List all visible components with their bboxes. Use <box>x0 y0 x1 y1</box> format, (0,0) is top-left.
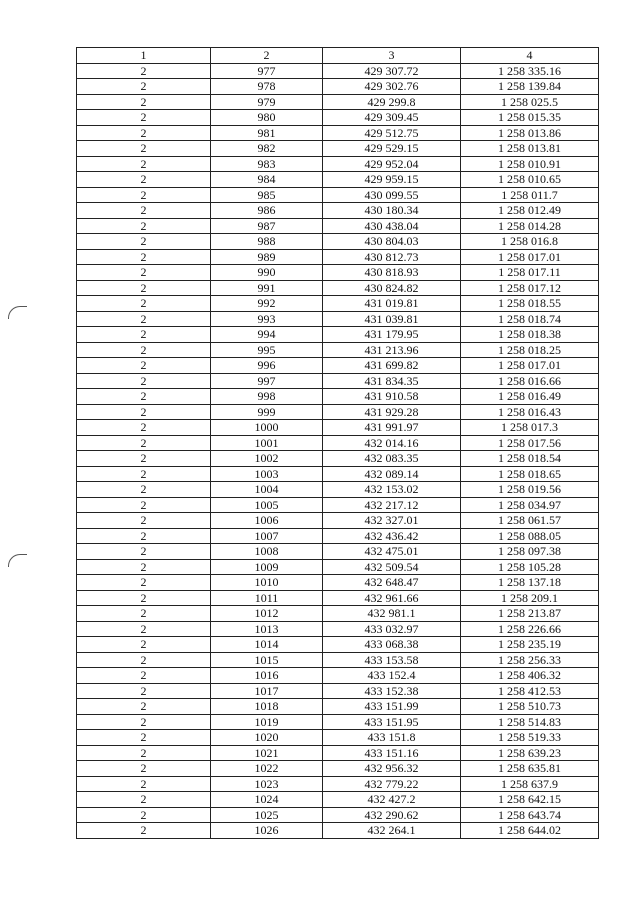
table-row <box>77 683 599 699</box>
table-cell: 1025 <box>211 807 323 823</box>
table-row <box>77 776 599 792</box>
table-cell: 2 <box>77 745 211 761</box>
table-cell: 1 258 642.15 <box>461 792 599 808</box>
table-cell: 2 <box>77 373 211 389</box>
table-row <box>77 389 599 405</box>
table-cell: 999 <box>211 404 323 420</box>
table-cell: 429 299.8 <box>323 94 461 110</box>
punch-hole-mark <box>8 554 27 567</box>
table-cell: 2 <box>77 203 211 219</box>
table-cell: 1 258 017.12 <box>461 280 599 296</box>
table-cell: 1 258 012.49 <box>461 203 599 219</box>
table-cell: 1010 <box>211 575 323 591</box>
table-cell: 998 <box>211 389 323 405</box>
table-cell: 2 <box>77 528 211 544</box>
table-cell: 1022 <box>211 761 323 777</box>
table-cell: 2 <box>77 482 211 498</box>
table-row <box>77 730 599 746</box>
table-cell: 1003 <box>211 466 323 482</box>
table-cell: 2 <box>77 466 211 482</box>
table-cell: 1 258 017.56 <box>461 435 599 451</box>
table-cell: 2 <box>77 420 211 436</box>
table-cell: 2 <box>77 296 211 312</box>
table-cell: 1 258 209.1 <box>461 590 599 606</box>
table-cell: 1 258 088.05 <box>461 528 599 544</box>
table-cell: 2 <box>77 559 211 575</box>
table-cell: 1008 <box>211 544 323 560</box>
table-cell: 1 258 016.8 <box>461 234 599 250</box>
table-cell: 987 <box>211 218 323 234</box>
table-cell: 1 258 519.33 <box>461 730 599 746</box>
table-cell: 1006 <box>211 513 323 529</box>
table-cell: 432 014.16 <box>323 435 461 451</box>
table-cell: 980 <box>211 110 323 126</box>
table-cell: 2 <box>77 389 211 405</box>
table-cell: 2 <box>77 497 211 513</box>
table-cell: 432 217.12 <box>323 497 461 513</box>
table-row <box>77 311 599 327</box>
table-cell: 1 258 412.53 <box>461 683 599 699</box>
table-row <box>77 265 599 281</box>
table-row <box>77 575 599 591</box>
coordinates-table <box>76 47 599 839</box>
table-cell: 978 <box>211 79 323 95</box>
table-cell: 432 327.01 <box>323 513 461 529</box>
table-cell: 433 151.8 <box>323 730 461 746</box>
table-cell: 2 <box>77 621 211 637</box>
table-cell: 433 151.99 <box>323 699 461 715</box>
table-cell: 432 648.47 <box>323 575 461 591</box>
table-cell: 2 <box>77 544 211 560</box>
table-cell: 433 151.95 <box>323 714 461 730</box>
table-row <box>77 358 599 374</box>
table-cell: 431 910.58 <box>323 389 461 405</box>
table-cell: 429 952.04 <box>323 156 461 172</box>
table-cell: 2 <box>77 187 211 203</box>
table-row <box>77 513 599 529</box>
table-cell: 981 <box>211 125 323 141</box>
table-cell: 2 <box>77 792 211 808</box>
table-cell: 1007 <box>211 528 323 544</box>
table-cell: 1 258 025.5 <box>461 94 599 110</box>
table-cell: 2 <box>77 699 211 715</box>
table-row <box>77 404 599 420</box>
table-cell: 2 <box>77 249 211 265</box>
table-cell: 977 <box>211 63 323 79</box>
table-cell: 1 258 137.18 <box>461 575 599 591</box>
table-cell: 988 <box>211 234 323 250</box>
table-cell: 2 <box>77 435 211 451</box>
table-row <box>77 714 599 730</box>
table-row <box>77 420 599 436</box>
table-cell: 433 153.58 <box>323 652 461 668</box>
table-row <box>77 528 599 544</box>
table-cell: 1 258 019.56 <box>461 482 599 498</box>
table-row <box>77 373 599 389</box>
table-cell: 989 <box>211 249 323 265</box>
table-cell: 2 <box>77 327 211 343</box>
table-cell: 1 258 034.97 <box>461 497 599 513</box>
table-cell: 1 258 018.65 <box>461 466 599 482</box>
table-cell: 429 959.15 <box>323 172 461 188</box>
table-cell: 1021 <box>211 745 323 761</box>
table-cell: 433 152.38 <box>323 683 461 699</box>
table-row <box>77 466 599 482</box>
table-cell: 1 258 256.33 <box>461 652 599 668</box>
table-cell: 1005 <box>211 497 323 513</box>
table-cell: 429 529.15 <box>323 141 461 157</box>
table-cell: 1 258 105.28 <box>461 559 599 575</box>
table-cell: 1 258 635.81 <box>461 761 599 777</box>
table-cell: 1 258 406.32 <box>461 668 599 684</box>
table-row <box>77 668 599 684</box>
table-cell: 431 929.28 <box>323 404 461 420</box>
table-cell: 1026 <box>211 823 323 839</box>
table-cell: 1 258 639.23 <box>461 745 599 761</box>
table-cell: 1 258 014.28 <box>461 218 599 234</box>
table-cell: 1004 <box>211 482 323 498</box>
table-cell: 1 258 013.81 <box>461 141 599 157</box>
table-cell: 1000 <box>211 420 323 436</box>
table-cell: 432 509.54 <box>323 559 461 575</box>
table-cell: 431 213.96 <box>323 342 461 358</box>
table-cell: 430 824.82 <box>323 280 461 296</box>
table-cell: 431 039.81 <box>323 311 461 327</box>
table-cell: 432 264.1 <box>323 823 461 839</box>
table-row <box>77 249 599 265</box>
table-row <box>77 559 599 575</box>
table-row <box>77 544 599 560</box>
table-cell: 1 258 510.73 <box>461 699 599 715</box>
table-row <box>77 823 599 839</box>
table-cell: 983 <box>211 156 323 172</box>
table-cell: 1 258 097.38 <box>461 544 599 560</box>
table-row <box>77 218 599 234</box>
table-row <box>77 94 599 110</box>
table-cell: 1 258 514.83 <box>461 714 599 730</box>
table-row <box>77 621 599 637</box>
table-cell: 1023 <box>211 776 323 792</box>
table-row <box>77 187 599 203</box>
header-cell: 1 <box>77 48 211 64</box>
table-cell: 1 258 018.25 <box>461 342 599 358</box>
table-body <box>77 63 599 838</box>
table-cell: 433 152.4 <box>323 668 461 684</box>
table-cell: 1 258 644.02 <box>461 823 599 839</box>
table-cell: 984 <box>211 172 323 188</box>
table-cell: 2 <box>77 714 211 730</box>
table-row <box>77 745 599 761</box>
table-cell: 1 258 010.65 <box>461 172 599 188</box>
table-cell: 1009 <box>211 559 323 575</box>
table-cell: 2 <box>77 761 211 777</box>
table-row <box>77 280 599 296</box>
table-cell: 2 <box>77 823 211 839</box>
table-cell: 429 309.45 <box>323 110 461 126</box>
table-cell: 432 089.14 <box>323 466 461 482</box>
table-cell: 433 068.38 <box>323 637 461 653</box>
table-cell: 1020 <box>211 730 323 746</box>
table-cell: 1015 <box>211 652 323 668</box>
table-row <box>77 699 599 715</box>
header-cell: 2 <box>211 48 323 64</box>
table-cell: 2 <box>77 110 211 126</box>
table-cell: 1 258 018.74 <box>461 311 599 327</box>
table-cell: 1 258 335.16 <box>461 63 599 79</box>
table-row <box>77 110 599 126</box>
table-cell: 1 258 018.55 <box>461 296 599 312</box>
table-row <box>77 141 599 157</box>
table-cell: 992 <box>211 296 323 312</box>
table-cell: 1 258 011.7 <box>461 187 599 203</box>
table-cell: 2 <box>77 280 211 296</box>
table-cell: 2 <box>77 683 211 699</box>
table-cell: 430 099.55 <box>323 187 461 203</box>
table-cell: 1 258 235.19 <box>461 637 599 653</box>
table-row <box>77 342 599 358</box>
table-cell: 2 <box>77 94 211 110</box>
table-cell: 433 151.16 <box>323 745 461 761</box>
header-cell: 3 <box>323 48 461 64</box>
table-row <box>77 327 599 343</box>
header-cell: 4 <box>461 48 599 64</box>
table-row <box>77 637 599 653</box>
table-cell: 2 <box>77 342 211 358</box>
table-cell: 431 179.95 <box>323 327 461 343</box>
table-cell: 2 <box>77 311 211 327</box>
table-cell: 2 <box>77 63 211 79</box>
table-cell: 432 961.66 <box>323 590 461 606</box>
table-cell: 429 302.76 <box>323 79 461 95</box>
table-cell: 991 <box>211 280 323 296</box>
table-cell: 1 258 016.49 <box>461 389 599 405</box>
table-cell: 1 258 013.86 <box>461 125 599 141</box>
table-row <box>77 451 599 467</box>
table-cell: 2 <box>77 404 211 420</box>
table-cell: 1012 <box>211 606 323 622</box>
table-cell: 2 <box>77 125 211 141</box>
table-cell: 1014 <box>211 637 323 653</box>
table-cell: 1 258 010.91 <box>461 156 599 172</box>
table-cell: 2 <box>77 575 211 591</box>
table-cell: 1018 <box>211 699 323 715</box>
table-cell: 1002 <box>211 451 323 467</box>
table-cell: 430 180.34 <box>323 203 461 219</box>
table-cell: 2 <box>77 637 211 653</box>
table-cell: 1 258 016.43 <box>461 404 599 420</box>
table-cell: 1 258 017.3 <box>461 420 599 436</box>
table-cell: 995 <box>211 342 323 358</box>
table-cell: 985 <box>211 187 323 203</box>
table-row <box>77 125 599 141</box>
table-cell: 431 699.82 <box>323 358 461 374</box>
table-cell: 2 <box>77 451 211 467</box>
table-cell: 432 290.62 <box>323 807 461 823</box>
table-row <box>77 807 599 823</box>
table-cell: 1001 <box>211 435 323 451</box>
table-cell: 431 834.35 <box>323 373 461 389</box>
table-row <box>77 497 599 513</box>
table-cell: 2 <box>77 668 211 684</box>
table-cell: 1019 <box>211 714 323 730</box>
table-row <box>77 172 599 188</box>
table-cell: 997 <box>211 373 323 389</box>
table-cell: 429 512.75 <box>323 125 461 141</box>
table-cell: 1 258 061.57 <box>461 513 599 529</box>
table-cell: 2 <box>77 156 211 172</box>
table-cell: 432 981.1 <box>323 606 461 622</box>
table-cell: 1 258 017.11 <box>461 265 599 281</box>
table-cell: 982 <box>211 141 323 157</box>
table-cell: 431 991.97 <box>323 420 461 436</box>
table-cell: 1 258 637.9 <box>461 776 599 792</box>
table-cell: 1 258 018.54 <box>461 451 599 467</box>
table-cell: 432 956.32 <box>323 761 461 777</box>
table-cell: 1011 <box>211 590 323 606</box>
table-cell: 2 <box>77 776 211 792</box>
table-cell: 1017 <box>211 683 323 699</box>
table-cell: 432 436.42 <box>323 528 461 544</box>
table-cell: 996 <box>211 358 323 374</box>
punch-hole-mark <box>8 306 27 319</box>
table-cell: 979 <box>211 94 323 110</box>
table-row <box>77 234 599 250</box>
table-cell: 2 <box>77 358 211 374</box>
table-cell: 1 258 017.01 <box>461 358 599 374</box>
table-row <box>77 482 599 498</box>
table-cell: 2 <box>77 513 211 529</box>
table-cell: 432 475.01 <box>323 544 461 560</box>
table-cell: 990 <box>211 265 323 281</box>
table-cell: 986 <box>211 203 323 219</box>
table-cell: 2 <box>77 807 211 823</box>
table-row <box>77 296 599 312</box>
table-cell: 2 <box>77 652 211 668</box>
table-row <box>77 606 599 622</box>
table-row <box>77 652 599 668</box>
table-cell: 2 <box>77 141 211 157</box>
table-row <box>77 435 599 451</box>
table-row <box>77 590 599 606</box>
table-cell: 430 812.73 <box>323 249 461 265</box>
table-cell: 2 <box>77 590 211 606</box>
table-cell: 1 258 018.38 <box>461 327 599 343</box>
table-cell: 433 032.97 <box>323 621 461 637</box>
table-cell: 2 <box>77 79 211 95</box>
table-cell: 430 804.03 <box>323 234 461 250</box>
table-row <box>77 792 599 808</box>
table-cell: 432 427.2 <box>323 792 461 808</box>
table-cell: 2 <box>77 730 211 746</box>
table-cell: 1 258 226.66 <box>461 621 599 637</box>
table-cell: 430 438.04 <box>323 218 461 234</box>
table-cell: 2 <box>77 606 211 622</box>
table-cell: 2 <box>77 218 211 234</box>
table-cell: 1024 <box>211 792 323 808</box>
table-row <box>77 79 599 95</box>
table-cell: 2 <box>77 172 211 188</box>
table-cell: 1 258 016.66 <box>461 373 599 389</box>
table-cell: 432 083.35 <box>323 451 461 467</box>
table-row <box>77 761 599 777</box>
table-cell: 429 307.72 <box>323 63 461 79</box>
table-cell: 1 258 643.74 <box>461 807 599 823</box>
table-cell: 431 019.81 <box>323 296 461 312</box>
table-row <box>77 156 599 172</box>
table-cell: 432 153.02 <box>323 482 461 498</box>
table-cell: 1 258 213.87 <box>461 606 599 622</box>
table-cell: 1016 <box>211 668 323 684</box>
table-row <box>77 203 599 219</box>
table-cell: 993 <box>211 311 323 327</box>
table-cell: 2 <box>77 234 211 250</box>
table-cell: 430 818.93 <box>323 265 461 281</box>
table-row <box>77 63 599 79</box>
table-cell: 994 <box>211 327 323 343</box>
table-cell: 1 258 139.84 <box>461 79 599 95</box>
table-cell: 1013 <box>211 621 323 637</box>
table-cell: 432 779.22 <box>323 776 461 792</box>
table-cell: 1 258 017.01 <box>461 249 599 265</box>
table-cell: 2 <box>77 265 211 281</box>
table-cell: 1 258 015.35 <box>461 110 599 126</box>
table-header-row <box>77 48 599 64</box>
